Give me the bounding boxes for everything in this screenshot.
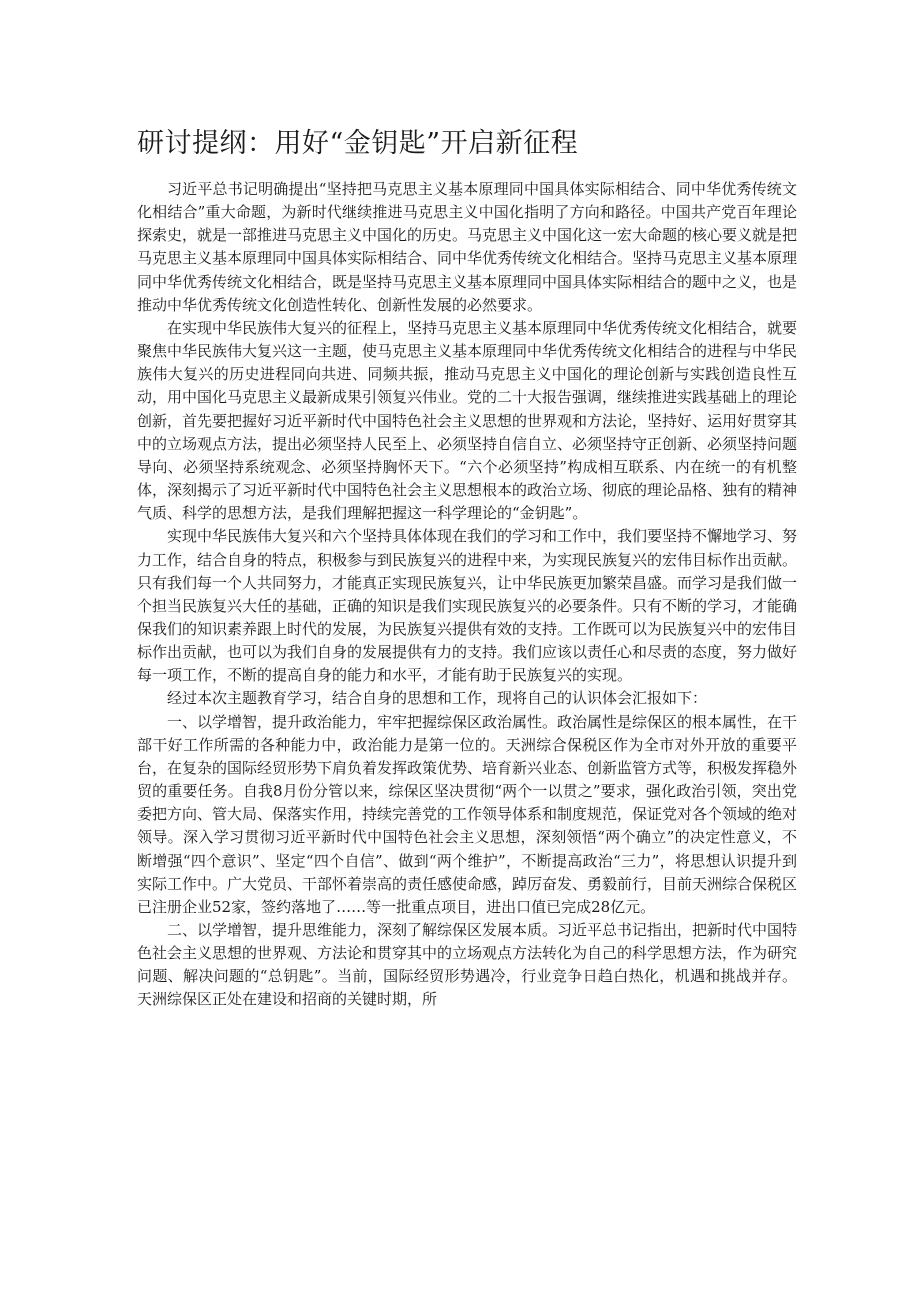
paragraph: 在实现中华民族伟大复兴的征程上，坚持马克思主义基本原理同中华优秀传统文化相结合，就要聚焦中华民族伟大复兴这一主题，使马克思主义基本原理同中华优秀传统文化相结合的进程与中华民族伟大复兴的历史进程同向共进、同频共振，推动马克思主义中国化的理论创新与实践创造良性互动，用中国化马克思主义最新成果引领复兴伟业。党的二十大报告强调，继续推进实践基础上的理论创新，首先要把握好习近平新时代中国特色社会主义思想的世界观和方法论，坚持好、运用好贯穿其中的立场观点方法，提出必须坚持人民至上、必须坚持自信自立、必须坚持守正创新、必须坚持问题导向、必须坚持系统观念、必须坚持胸怀天下。“六个必须坚持”构成相互联系、内在统一的有机整体，深刻揭示了习近平新时代中国特色社会主义思想根本的政治立场、彻底的理论品格、独有的精神气质、科学的思想方法，是我们理解把握这一科学理论的“金钥匙”。	[137, 318, 798, 523]
document-title: 研讨提纲：用好“金钥匙”开启新征程	[137, 128, 579, 159]
paragraph: 实现中华民族伟大复兴和六个坚持具体体现在我们的学习和工作中，我们要坚持不懈地学习、努力工作，结合自身的特点，积极参与到民族复兴的进程中来，为实现民族复兴的宏伟目标作出贡献。只有我们每一个人共同努力，才能真正实现民族复兴，让中华民族更加繁荣昌盛。而学习是我们做一个担当民族复兴大任的基础，正确的知识是我们实现民族复兴的必要条件。只有不断的学习，才能确保我们的知识素养跟上时代的发展，为民族复兴提供有效的支持。工作既可以为民族复兴中的宏伟目标作出贡献，也可以为我们自身的发展提供有力的支持。我们应该以责任心和尽责的态度，努力做好每一项工作，不断的提高自身的能力和水平，才能有助于民族复兴的实现。	[137, 527, 798, 685]
document-body	[137, 178, 797, 1012]
paragraph: 一、以学增智，提升政治能力，牢牢把握综保区政治属性。政治属性是综保区的根本属性，在干部干好工作所需的各种能力中，政治能力是第一位的。天洲综合保税区作为全市对外开放的重要平台，在复杂的国际经贸形势下肩负着发挥政策优势、培育新兴业态、创新监管方式等，积极发挥稳外贸的重要任务。自我8月份分管以来，综保区坚决贯彻“两个一以贯之”要求，强化政治引领，突出党委把方向、管大局、保落实作用，持续完善党的工作领导体系和制度规范，保证党对各个领域的绝对领导。深入学习贯彻习近平新时代中国特色社会主义思想，深刻领悟“两个确立”的决定性意义，不断增强“四个意识”、坚定“四个自信”、做到“两个维护”，不断提高政治“三力”，将思想认识提升到实际工作中。广大党员、干部怀着崇高的责任感使命感，踔厉奋发、勇毅前行，目前天洲综合保税区已注册企业52家，签约落地了……等一批重点项目，进出口值已完成28亿元。	[137, 712, 798, 916]
paragraph: 习近平总书记明确提出“坚持把马克思主义基本原理同中国具体实际相结合、同中华优秀传统文化相结合”重大命题，为新时代继续推进马克思主义中国化指明了方向和路径。中国共产党百年理论探索史，就是一部推进马克思主义中国化的历史。马克思主义中国化这一宏大命题的核心要义就是把马克思主义基本原理同中国具体实际相结合、同中华优秀传统文化相结合。坚持马克思主义基本原理同中华优秀传统文化相结合，既是坚持马克思主义基本原理同中国具体实际相结合的题中之义，也是推动中华优秀传统文化创造性转化、创新性发展的必然要求。	[137, 180, 798, 314]
paragraph: 二、以学增智，提升思维能力，深刻了解综保区发展本质。习近平总书记指出，把新时代中国特色社会主义思想的世界观、方法论和贯穿其中的立场观点方法转化为自己的科学思想方法，作为研究问题、解决问题的“总钥匙”。当前，国际经贸形势遇冷，行业竞争日趋白热化，机遇和挑战并存。天洲综保区正处在建设和招商的关键时期，所	[137, 921, 798, 1009]
paragraph: 经过本次主题教育学习，结合自身的思想和工作，现将自己的认识体会汇报如下：	[167, 689, 708, 708]
